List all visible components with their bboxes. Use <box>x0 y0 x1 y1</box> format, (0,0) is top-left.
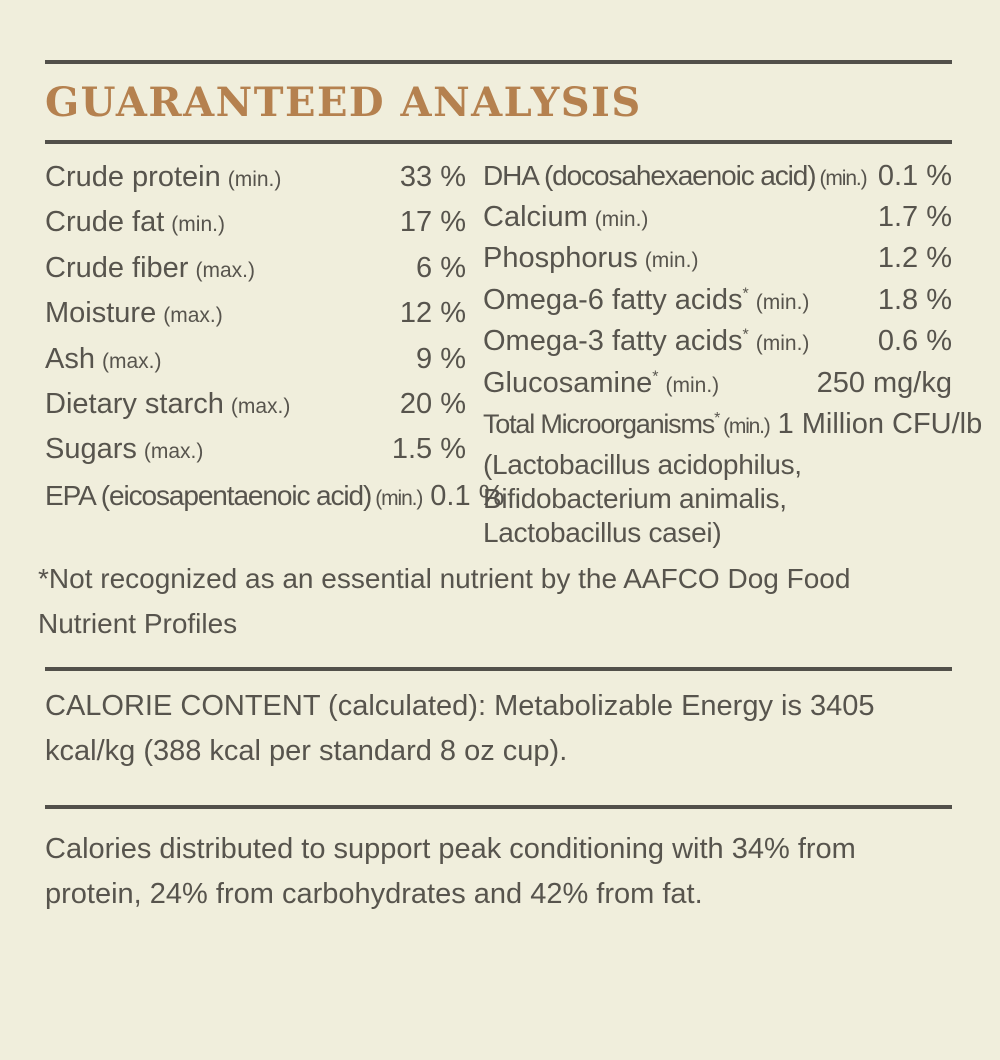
qualifier: (min.) <box>594 207 649 231</box>
footnote-asterisk: * <box>742 284 749 302</box>
aafco-footnote: *Not recognized as an essential nutrient by the AAFCO Dog Food Nutrient Profiles <box>38 562 851 639</box>
nutrient-label: Calcium (min.) <box>483 200 649 233</box>
calorie-content-text: CALORIE CONTENT (calculated): Metabolizable Energy is 3405 kcal/kg (388 kcal per standard 8 oz cup). <box>45 689 875 767</box>
footnote-asterisk: * <box>742 326 749 344</box>
calorie-distribution-text: Calories distributed to support peak conditioning with 34% from protein, 24% from carbohydrates and 42% from fat. <box>45 832 856 910</box>
nutrient-label: Total Microorganisms* (min.) <box>483 409 770 439</box>
nutrient-label: Crude fat (min.) <box>45 206 225 239</box>
nutrient-label: Omega-3 fatty acids* (min.) <box>483 325 810 357</box>
qualifier: (min.) <box>755 290 810 314</box>
qualifier: (max.) <box>101 349 162 373</box>
qualifier: (max.) <box>143 440 204 464</box>
row-omega-6 <box>483 280 952 322</box>
qualifier: (min.) <box>227 168 282 191</box>
footnote-asterisk: * <box>652 367 659 385</box>
row-omega-3 <box>483 321 952 363</box>
qualifier: (min.) <box>723 415 770 438</box>
nutrient-value: 0.1 % <box>877 160 952 192</box>
row-crude-fiber <box>45 246 466 291</box>
row-sugars <box>45 427 466 472</box>
nutrient-label: Omega-6 fatty acids* (min.) <box>483 283 810 316</box>
nutrient-value: 0.6 % <box>877 325 952 357</box>
section-title: GUARANTEED ANALYSIS <box>45 78 642 126</box>
nutrient-label: Sugars (max.) <box>45 433 204 466</box>
row-moisture <box>45 291 466 336</box>
nutrient-value: 1 Million CFU/lb <box>777 408 983 440</box>
nutrient-value: 1.8 % <box>877 283 952 316</box>
nutrient-value: 17 % <box>399 206 466 239</box>
row-glucosamine <box>483 363 952 405</box>
nutrient-label: Ash (max.) <box>45 342 162 375</box>
title-divider <box>45 140 952 144</box>
nutrient-value: 6 % <box>416 251 466 284</box>
nutrient-value: 12 % <box>399 297 466 330</box>
nutrient-value: 33 % <box>399 161 466 193</box>
nutrient-value: 1.7 % <box>877 200 952 233</box>
distribution-section-divider <box>45 805 952 809</box>
nutrient-label: DHA (docosahexaenoic acid) (min.) <box>483 160 867 191</box>
microorganisms-species-note: (Lactobacillus acidophilus, Bifidobacterium animalis, Lactobacillus casei) <box>483 448 802 548</box>
qualifier: (min.) <box>755 332 810 355</box>
nutrient-label: Crude protein (min.) <box>45 161 282 193</box>
row-total-microorganisms <box>483 404 983 446</box>
nutrient-value: 0.1 % <box>430 479 505 512</box>
row-epa <box>45 473 505 518</box>
nutrient-label: Moisture (max.) <box>45 297 223 330</box>
nutrient-label: Dietary starch (max.) <box>45 387 291 420</box>
qualifier: (min.) <box>819 167 867 190</box>
nutrient-label: Glucosamine* (min.) <box>483 366 720 399</box>
nutrient-value: 250 mg/kg <box>816 366 952 399</box>
nutrient-label: Crude fiber (max.) <box>45 251 255 284</box>
calorie-section-divider <box>45 667 952 671</box>
footnote-asterisk: * <box>714 410 720 427</box>
nutrient-value: 9 % <box>416 342 466 375</box>
row-crude-protein <box>45 155 466 200</box>
guaranteed-analysis-table <box>45 155 983 550</box>
nutrient-label: Phosphorus (min.) <box>483 242 699 274</box>
analysis-left-column <box>45 155 505 550</box>
qualifier: (min.) <box>171 213 225 237</box>
row-ash <box>45 337 466 382</box>
row-phosphorus <box>483 238 952 280</box>
analysis-right-column <box>483 155 983 550</box>
nutrient-label: EPA (eicosapentaenoic acid) (min.) <box>45 479 423 511</box>
qualifier: (min.) <box>665 373 720 397</box>
qualifier: (min.) <box>375 486 423 510</box>
qualifier: (max.) <box>163 304 223 328</box>
row-dietary-starch <box>45 382 466 427</box>
row-crude-fat <box>45 200 466 245</box>
qualifier: (max.) <box>195 258 255 282</box>
nutrient-value: 1.2 % <box>877 242 952 274</box>
row-calcium <box>483 197 952 239</box>
nutrient-value: 1.5 % <box>391 433 466 466</box>
qualifier: (min.) <box>644 249 699 272</box>
qualifier: (max.) <box>230 394 291 418</box>
nutrient-value: 20 % <box>399 387 466 420</box>
row-dha <box>483 155 952 197</box>
